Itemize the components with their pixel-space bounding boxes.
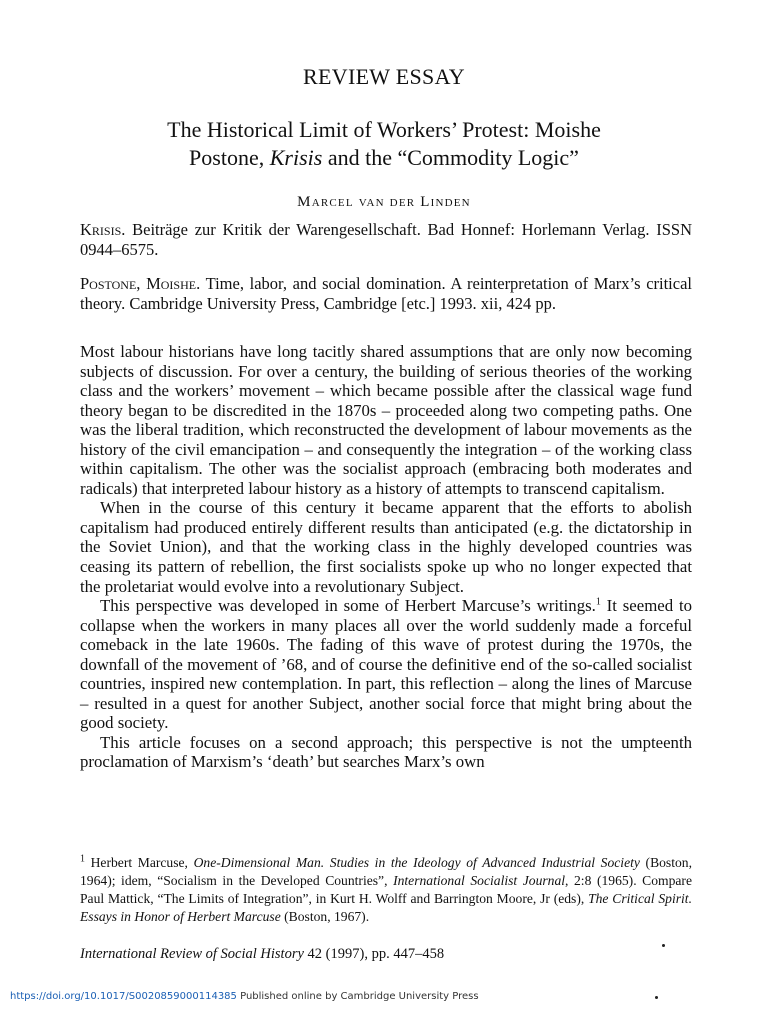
ref1-name: Krisis. <box>80 220 126 239</box>
footnote-ref[interactable]: 1 <box>595 596 601 608</box>
paragraph-text: This perspective was developed in some of Herbert Marcuse’s writings. <box>100 596 596 616</box>
footnote-text: Herbert Marcuse, <box>85 855 194 870</box>
reviewed-item-krisis <box>80 220 692 260</box>
scan-speck <box>662 944 665 947</box>
ref2-text: Time, labor, and social domination. A reinterpretation of Marx’s critical theory. Cambridge University Press, Cambridge [etc.] 1993. xii, 424 pp. <box>80 274 692 313</box>
doi-link[interactable]: https://doi.org/10.1017/S0020859000114385 <box>10 991 237 1002</box>
title-line-2a: Postone, <box>189 145 270 170</box>
scan-speck <box>655 996 658 999</box>
paragraph: This article focuses on a second approach; this perspective is not the umpteenth proclamation of Marxism’s ‘death’ but searches Marx’s own <box>80 732 692 772</box>
paragraph <box>80 596 692 733</box>
footnote-italic: The Critical Spirit. Essays in Honor of Herbert Marcuse <box>80 891 692 924</box>
journal-citation <box>80 946 692 963</box>
author-name: Marcel van der Linden <box>297 194 471 210</box>
paragraph: When in the course of this century it became apparent that the efforts to abolish capitalism had produced entirely different results than anticipated (e.g. the dictatorship in the Soviet Union), and that the working class in the highly developed countries was ceasing its pattern of rebellion, the first socialists spoke up who no longer expected that the proletariat would evolve into a revolutionary Subject. <box>80 498 692 596</box>
title-line-1: The Historical Limit of Workers’ Protest: Moishe <box>167 117 601 142</box>
section-heading: REVIEW ESSAY <box>303 64 465 89</box>
title-line-2b: and the “Commodity Logic” <box>322 145 579 170</box>
footnote-number: 1 <box>80 853 85 865</box>
doi-text: Published online by Cambridge University Press <box>236 991 479 1002</box>
journal-details: 42 (1997), pp. 447–458 <box>303 946 445 962</box>
journal-name: International Review of Social History <box>80 946 304 962</box>
footnote-text: (Boston, 1967). <box>280 909 370 924</box>
article-title <box>80 116 688 172</box>
footnote <box>80 854 692 926</box>
paragraph: Most labour historians have long tacitly shared assumptions that are only now becoming subjects of discussion. For over a century, the building of serious theories of the working class and the workers’ movement – which became possible after the classical wage fund theory began to be discredited in the 1870s – proceeded along two competing paths. One was the liberal tradition, which reconstructed the development of labour movements as the history of the civil emancipation – and consequently the integration – of the working class within capitalism. The other was the socialist approach (embracing both moderates and radicals) that interpreted labour history as a history of attempts to transcend capitalism. <box>80 342 692 498</box>
footnote-italic: International Socialist Journal <box>393 873 566 888</box>
footnote-text: , 2:8 (1965). Compare Paul Mattick, “The Limits of Integration”, in Kurt H. Wolff and Barrington Moore, Jr (eds), <box>80 873 692 906</box>
footnote-text: (Boston, 1964); idem, “Socialism in the Developed Countries”, <box>80 855 692 888</box>
reviewed-item-postone <box>80 274 692 314</box>
ref2-name: Postone, Moishe. <box>80 274 201 293</box>
paragraph-text: It seemed to collapse when the workers in many places all over the world suddenly made a forceful comeback in the late 1960s. The fading of this wave of protest during the 1970s, the downfall of the movement of ’68, and of course the definitive end of the so-called socialist countries, inspired new contemplation. In part, this reflection – along the lines of Marcuse – resulted in a quest for another Subject, another social force that might bring about the good society. <box>80 596 692 733</box>
ref1-text: Beiträge zur Kritik der Warengesellschaft. Bad Honnef: Horlemann Verlag. ISSN 0944–6575. <box>80 220 692 259</box>
footnote-italic: One-Dimensional Man. Studies in the Ideology of Advanced Industrial Society <box>193 855 640 870</box>
doi-line <box>10 991 479 1002</box>
title-italic: Krisis <box>269 145 323 170</box>
body-text <box>80 342 692 772</box>
